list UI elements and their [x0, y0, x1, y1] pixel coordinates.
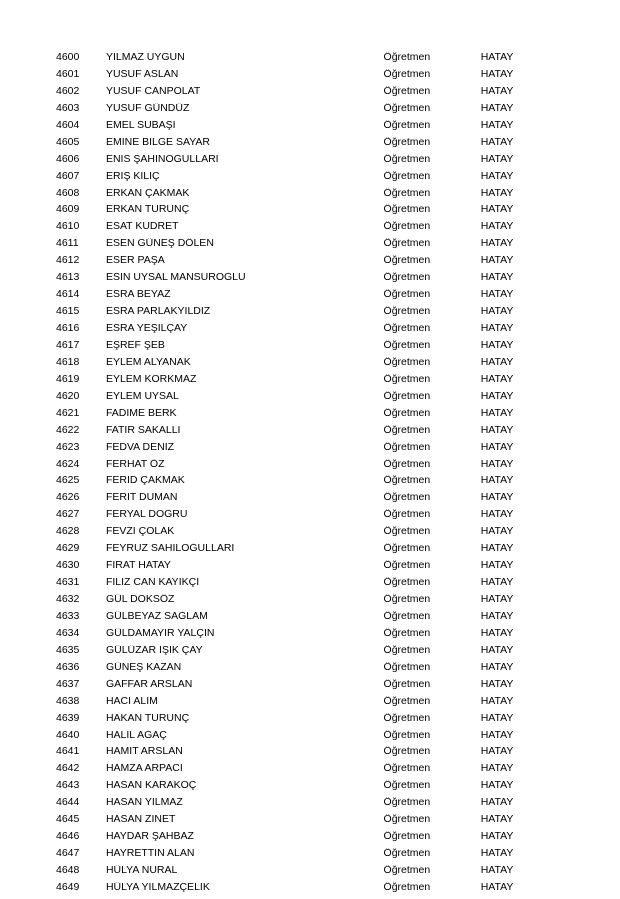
person-title: Öğretmen — [383, 102, 431, 114]
person-title: Öğretmen — [383, 831, 431, 843]
person-title: Öğretmen — [383, 458, 431, 470]
person-name: GÜLÜZAR IŞIK ÇAY — [105, 644, 203, 656]
table-row — [56, 831, 564, 848]
person-province: HATAY — [480, 509, 514, 521]
person-title: Öğretmen — [383, 594, 431, 605]
person-name: FIRAT HATAY — [105, 560, 171, 572]
person-title: Öğretmen — [383, 678, 431, 690]
row-number: 4618 — [56, 356, 80, 368]
person-name: HAYRETTİN ALAN — [105, 848, 195, 860]
person-province: HATAY — [480, 695, 514, 707]
table-row — [56, 848, 564, 865]
roster-table-body — [56, 52, 564, 899]
person-name: FERHAT ÖZ — [105, 458, 165, 470]
person-name: GÜLDAMAYIR YALÇIN — [105, 627, 215, 639]
row-number: 4619 — [56, 373, 80, 385]
table-row — [56, 357, 564, 374]
person-province: HATAY — [480, 68, 514, 80]
row-number: 4634 — [56, 627, 80, 639]
person-name: ESRA BEYAZ — [105, 289, 171, 301]
row-number: 4640 — [56, 729, 80, 741]
person-name: YUSUF ASLAN — [105, 68, 179, 80]
table-row — [56, 137, 564, 154]
table-row — [56, 543, 564, 560]
person-title: Öğretmen — [383, 68, 431, 80]
row-number: 4646 — [56, 831, 80, 843]
person-title: Öğretmen — [383, 814, 431, 826]
table-row — [56, 628, 564, 645]
person-province: HATAY — [480, 610, 514, 622]
person-province: HATAY — [480, 594, 514, 605]
person-name: ESRA PARLAKYILDIZ — [105, 306, 211, 318]
person-province: HATAY — [480, 814, 514, 826]
row-number: 4642 — [56, 763, 80, 775]
person-province: HATAY — [480, 52, 514, 63]
row-number: 4607 — [56, 170, 80, 182]
row-number: 4630 — [56, 560, 80, 572]
table-row — [56, 408, 564, 425]
person-name: FATİR SAKALLI — [105, 424, 181, 436]
row-number: 4638 — [56, 695, 80, 707]
person-title: Öğretmen — [383, 85, 431, 97]
person-province: HATAY — [480, 204, 514, 216]
person-title: Öğretmen — [383, 848, 431, 860]
person-name: ESİN UYSAL MANSUROĞLU — [105, 272, 246, 284]
person-name: HASAN ZİNET — [105, 814, 176, 826]
person-name: HALİL AĞAÇ — [105, 729, 167, 741]
person-name: ESEN GÜNEŞ DÖLEN — [105, 238, 214, 250]
person-name: YUSUF CANPOLAT — [105, 85, 201, 97]
table-row — [56, 103, 564, 120]
row-number: 4600 — [56, 52, 80, 63]
row-number: 4627 — [56, 509, 80, 521]
person-province: HATAY — [480, 102, 514, 114]
person-title: Öğretmen — [383, 221, 431, 233]
table-row — [56, 475, 564, 492]
person-name: ESRA YEŞİLÇAY — [105, 323, 188, 334]
person-name: ĞAFFAR ARSLAN — [105, 678, 193, 690]
person-title: Öğretmen — [383, 712, 431, 724]
person-title: Öğretmen — [383, 526, 431, 538]
person-name: EYLEM UYSAL — [105, 390, 179, 402]
person-name: HACI ALIM — [105, 695, 158, 707]
person-name: GÜLBEYAZ SAĞLAM — [105, 610, 208, 622]
table-row — [56, 340, 564, 357]
row-number: 4625 — [56, 475, 80, 487]
person-province: HATAY — [480, 831, 514, 843]
person-title: Öğretmen — [383, 323, 431, 334]
row-number: 4647 — [56, 848, 80, 860]
row-number: 4605 — [56, 136, 80, 148]
person-province: HATAY — [480, 712, 514, 724]
person-province: HATAY — [480, 221, 514, 233]
person-title: Öğretmen — [383, 52, 431, 63]
row-number: 4641 — [56, 746, 80, 758]
table-row — [56, 289, 564, 306]
person-title: Öğretmen — [383, 373, 431, 385]
person-title: Öğretmen — [383, 306, 431, 318]
row-number: 4628 — [56, 526, 80, 538]
person-province: HATAY — [480, 780, 514, 792]
person-name: EŞREF ŞEB — [105, 339, 165, 351]
person-name: HAMZA ARPACI — [105, 763, 183, 775]
table-row — [56, 679, 564, 696]
table-row — [56, 780, 564, 797]
table-row — [56, 204, 564, 221]
person-province: HATAY — [480, 187, 514, 199]
table-row — [56, 594, 564, 611]
person-name: ESAT KUDRET — [105, 221, 179, 233]
row-number: 4645 — [56, 814, 80, 826]
row-number: 4639 — [56, 712, 80, 724]
table-row — [56, 696, 564, 713]
person-province: HATAY — [480, 848, 514, 860]
table-row — [56, 425, 564, 442]
row-number: 4626 — [56, 492, 80, 504]
person-name: FİLİZ CAN KAYIKÇI — [105, 577, 200, 589]
table-row — [56, 154, 564, 171]
person-name: GÜNEŞ KAZAN — [105, 661, 182, 673]
table-row — [56, 171, 564, 188]
row-number: 4643 — [56, 780, 80, 792]
row-number: 4606 — [56, 153, 80, 165]
person-province: HATAY — [480, 881, 514, 893]
person-province: HATAY — [480, 644, 514, 656]
person-name: HAMİT ARSLAN — [105, 746, 183, 758]
table-row — [56, 577, 564, 594]
person-title: Öğretmen — [383, 763, 431, 775]
person-name: EMEL SUBAŞI — [105, 119, 176, 131]
row-number: 4612 — [56, 255, 80, 267]
person-title: Öğretmen — [383, 272, 431, 284]
person-name: YUSUF GÜNDÜZ — [105, 102, 190, 114]
row-number: 4611 — [56, 238, 79, 250]
row-number: 4629 — [56, 543, 80, 555]
person-province: HATAY — [480, 543, 514, 555]
person-title: Öğretmen — [383, 610, 431, 622]
person-name: HASAN KARAKOÇ — [105, 780, 197, 792]
row-number: 4616 — [56, 323, 80, 334]
person-title: Öğretmen — [383, 289, 431, 301]
row-number: 4617 — [56, 339, 80, 351]
person-province: HATAY — [480, 153, 514, 165]
person-province: HATAY — [480, 627, 514, 639]
person-name: HASAN YILMAZ — [105, 797, 183, 809]
person-province: HATAY — [480, 797, 514, 809]
person-name: GÜL DOKSÖZ — [105, 594, 175, 605]
person-province: HATAY — [480, 424, 514, 436]
person-province: HATAY — [480, 306, 514, 318]
person-name: HAYDAR ŞAHBAZ — [105, 831, 194, 843]
person-title: Öğretmen — [383, 441, 431, 453]
row-number: 4601 — [56, 68, 80, 80]
row-number: 4608 — [56, 187, 80, 199]
person-name: FEVZİ ÇOLAK — [105, 526, 175, 538]
row-number: 4636 — [56, 661, 80, 673]
row-number: 4604 — [56, 119, 80, 131]
person-province: HATAY — [480, 458, 514, 470]
person-province: HATAY — [480, 407, 514, 419]
person-province: HATAY — [480, 373, 514, 385]
person-title: Öğretmen — [383, 780, 431, 792]
person-province: HATAY — [480, 339, 514, 351]
person-name: HÜLYA NURAL — [105, 865, 178, 876]
person-name: ERKAN ÇAKMAK — [105, 187, 190, 199]
person-name: FERİD ÇAKMAK — [105, 475, 185, 487]
person-province: HATAY — [480, 170, 514, 182]
person-province: HATAY — [480, 763, 514, 775]
table-row — [56, 763, 564, 780]
person-title: Öğretmen — [383, 356, 431, 368]
person-title: Öğretmen — [383, 339, 431, 351]
person-title: Öğretmen — [383, 407, 431, 419]
person-name: EMİNE BİLGE SAYAR — [105, 136, 211, 148]
person-province: HATAY — [480, 323, 514, 334]
person-province: HATAY — [480, 136, 514, 148]
row-number: 4632 — [56, 594, 80, 605]
person-title: Öğretmen — [383, 729, 431, 741]
row-number: 4637 — [56, 678, 80, 690]
person-title: Öğretmen — [383, 881, 431, 893]
person-title: Öğretmen — [383, 746, 431, 758]
row-number: 4615 — [56, 306, 80, 318]
table-row — [56, 713, 564, 730]
row-number: 4648 — [56, 865, 80, 876]
person-name: FEDVA DENİZ — [105, 441, 175, 453]
person-title: Öğretmen — [383, 644, 431, 656]
table-row — [56, 442, 564, 459]
person-province: HATAY — [480, 729, 514, 741]
person-province: HATAY — [480, 475, 514, 487]
person-title: Öğretmen — [383, 865, 431, 876]
person-name: HÜLYA YILMAZÇELİK — [105, 881, 210, 893]
row-number: 4631 — [56, 577, 80, 589]
person-title: Öğretmen — [383, 153, 431, 165]
table-row — [56, 272, 564, 289]
row-number: 4620 — [56, 390, 80, 402]
person-province: HATAY — [480, 85, 514, 97]
table-row — [56, 86, 564, 103]
table-row — [56, 645, 564, 662]
table-row — [56, 730, 564, 747]
table-row — [56, 69, 564, 86]
table-row — [56, 374, 564, 391]
person-title: Öğretmen — [383, 509, 431, 521]
table-row — [56, 882, 564, 899]
row-number: 4649 — [56, 881, 80, 893]
person-title: Öğretmen — [383, 424, 431, 436]
person-name: FEYRUZ SAHİLOĞULLARI — [105, 543, 235, 555]
person-title: Öğretmen — [383, 170, 431, 182]
person-name: FERİT DUMAN — [105, 492, 178, 504]
person-title: Öğretmen — [383, 136, 431, 148]
person-title: Öğretmen — [383, 204, 431, 216]
person-title: Öğretmen — [383, 475, 431, 487]
person-title: Öğretmen — [383, 695, 431, 707]
person-name: FERYAL DOĞRU — [105, 509, 188, 521]
table-row — [56, 865, 564, 882]
table-row — [56, 221, 564, 238]
person-province: HATAY — [480, 238, 514, 250]
table-row — [56, 814, 564, 831]
row-number: 4622 — [56, 424, 80, 436]
person-province: HATAY — [480, 289, 514, 301]
person-province: HATAY — [480, 560, 514, 572]
personnel-roster-table — [56, 52, 564, 899]
person-name: YILMAZ UYGUN — [105, 52, 185, 63]
person-title: Öğretmen — [383, 238, 431, 250]
person-name: ERKAN TURUNÇ — [105, 204, 190, 216]
table-row — [56, 391, 564, 408]
table-row — [56, 746, 564, 763]
person-province: HATAY — [480, 865, 514, 876]
row-number: 4623 — [56, 441, 80, 453]
table-row — [56, 120, 564, 137]
row-number: 4624 — [56, 458, 80, 470]
person-province: HATAY — [480, 255, 514, 267]
table-row — [56, 662, 564, 679]
person-province: HATAY — [480, 661, 514, 673]
person-title: Öğretmen — [383, 543, 431, 555]
table-row — [56, 492, 564, 509]
person-name: ESER PAŞA — [105, 255, 165, 267]
row-number: 4603 — [56, 102, 80, 114]
table-row — [56, 323, 564, 340]
table-row — [56, 797, 564, 814]
person-province: HATAY — [480, 492, 514, 504]
table-row — [56, 526, 564, 543]
row-number: 4610 — [56, 221, 80, 233]
person-name: EYLEM ALYANAK — [105, 356, 191, 368]
row-number: 4635 — [56, 644, 80, 656]
table-row — [56, 459, 564, 476]
person-province: HATAY — [480, 119, 514, 131]
person-name: ENİS ŞAHİNOĞULLARI — [105, 153, 219, 165]
table-row — [56, 52, 564, 69]
person-title: Öğretmen — [383, 255, 431, 267]
person-title: Öğretmen — [383, 577, 431, 589]
table-row — [56, 255, 564, 272]
table-row — [56, 188, 564, 205]
row-number: 4621 — [56, 407, 80, 419]
person-province: HATAY — [480, 577, 514, 589]
table-row — [56, 238, 564, 255]
row-number: 4633 — [56, 610, 80, 622]
table-row — [56, 560, 564, 577]
person-title: Öğretmen — [383, 627, 431, 639]
person-name: EYLEM KORKMAZ — [105, 373, 197, 385]
table-row — [56, 611, 564, 628]
person-province: HATAY — [480, 746, 514, 758]
person-province: HATAY — [480, 356, 514, 368]
person-title: Öğretmen — [383, 560, 431, 572]
person-province: HATAY — [480, 441, 514, 453]
person-title: Öğretmen — [383, 797, 431, 809]
person-name: HAKAN TURUNÇ — [105, 712, 190, 724]
person-name: ERİŞ KILIÇ — [105, 170, 160, 182]
person-title: Öğretmen — [383, 119, 431, 131]
row-number: 4613 — [56, 272, 80, 284]
row-number: 4602 — [56, 85, 80, 97]
person-title: Öğretmen — [383, 187, 431, 199]
row-number: 4644 — [56, 797, 80, 809]
person-title: Öğretmen — [383, 492, 431, 504]
person-province: HATAY — [480, 526, 514, 538]
row-number: 4614 — [56, 289, 80, 301]
row-number: 4609 — [56, 204, 80, 216]
table-row — [56, 306, 564, 323]
table-row — [56, 509, 564, 526]
person-province: HATAY — [480, 678, 514, 690]
person-province: HATAY — [480, 390, 514, 402]
person-province: HATAY — [480, 272, 514, 284]
person-name: FADİME BERK — [105, 407, 177, 419]
person-title: Öğretmen — [383, 661, 431, 673]
person-title: Öğretmen — [383, 390, 431, 402]
